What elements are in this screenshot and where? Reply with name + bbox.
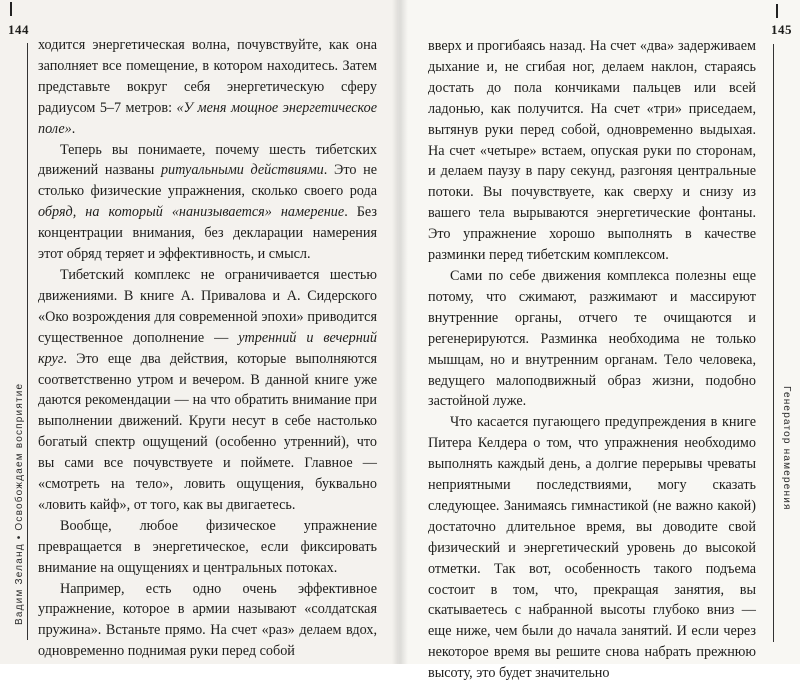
text-run: . Это еще два действия, которые выполняются соответственно утром и вечером. В данной книге уже даются рекомендации — на что обратить внимание при выполнении движений. Круги несут в себе настолько богатый спектр ощущений (особенно утренний), что вы сами все почувствуете и поймете. Главное — «смотреть на тело», ловить ощущения, буквально «ловить кайф», от того, как вы двигаетесь.	[38, 350, 377, 513]
left-page-number: 144	[8, 22, 29, 37]
paragraph	[38, 516, 377, 579]
paragraph	[428, 412, 756, 684]
text-run: Тибетский комплекс не ограничивается шестью движениями. В книге А. Привалова и А. Сидерского «Око возрождения для современной эпохи» приводится существенное дополнение —	[38, 266, 377, 346]
paragraph	[38, 265, 377, 516]
right-running-head: Генератор намерения	[781, 386, 792, 511]
text-run: .	[71, 120, 76, 137]
paragraph	[38, 35, 377, 140]
text-run: Например, есть одно очень эффективное упражнение, которое в армии называют «солдатская пружина». Встаньте прямо. На счет «раз» делаем вдох, одновременно поднимая руки перед собой	[38, 580, 377, 660]
paragraph	[38, 579, 377, 663]
left-margin-rule	[27, 43, 28, 640]
text-run: . Без концентрации внимания, без декларации намерения этот обряд теряет и эффективность, и смысл.	[38, 204, 377, 263]
right-text-column	[428, 36, 756, 684]
italic-run: ритуальными действиями	[160, 162, 324, 179]
right-page-number: 145	[771, 22, 792, 37]
text-run: . Это не столько физические упражнения, сколько своего рода	[38, 162, 377, 200]
paragraph	[428, 266, 756, 412]
paragraph	[428, 36, 756, 266]
italic-run: утренний и вечерний круг	[38, 329, 377, 367]
text-run: Вообще, любое физическое упражнение превращается в энергетическое, если фиксировать внимание на ощущениях и центральных потоках.	[38, 517, 377, 576]
book-gutter	[392, 0, 408, 664]
italic-run: «У меня мощное энергетическое поле»	[38, 99, 377, 137]
paragraph	[38, 140, 377, 265]
right-margin-rule	[773, 44, 774, 642]
right-page-top-marker	[776, 4, 778, 18]
text-run: Сами по себе движения комплекса полезны еще потому, что сжимают, разжимают и массируют внутренние органы, отчего те очищаются и регенерируются. Разминка необходима не только мышцам, но и внутренним органам. Тело человека, ведущего малоподвижный образ жизни, подобно застойной луже.	[428, 267, 756, 410]
left-text-column	[38, 35, 377, 662]
text-run: вверх и прогибаясь назад. На счет «два» задерживаем дыхание и, не сгибая ног, делаем наклон, стараясь достать до пола кончиками пальцев или всей ладонью, как получится. На счет «три» приседаем, вытянув руки перед собой, одновременно выдыхая. На счет «четыре» встаем, опуская руки по сторонам, и делаем паузу в пару секунд, разгоняя центральные потоки. Вы почувствуете, как сверху и снизу из вашего тела вырываются энергетические фонтаны. Это упражнение хорошо выполнять в качестве разминки перед тибетским комплексом.	[428, 38, 756, 264]
text-run: Что касается пугающего предупреждения в книге Питера Келдера о том, что упражнения необходимо выполнять каждый день, а долгие перерывы чреваты неприятными последствиями, могу сказать следующее. Занимаясь гимнастикой (не важно какой) достаточно длительное время, вы доводите свой физический и энергетический уровень до высокой отметки. Так вот, особенность такого подъема состоит в том, что, прекращая занятия, вы скатываетесь с набранной высоты глубоко вниз — еще ниже, чем были до начала занятий. И если через некоторое время вы решите снова набрать прежнюю высоту, это будет значительно	[428, 414, 756, 682]
italic-run: обряд, на который «нанизывается» намерение	[38, 204, 345, 221]
left-page	[0, 0, 398, 664]
text-run: Теперь вы понимаете, почему шесть тибетских движений названы	[38, 141, 377, 179]
text-run: ходится энергетическая волна, почувствуйте, как она заполняет все помещение, в котором находитесь. Затем представьте вокруг себя энергетическую сферу радиусом 5–7 метров:	[38, 37, 377, 116]
left-running-head: Вадим Зеланд • Освобождаем восприятие	[14, 382, 25, 625]
left-page-top-marker	[10, 2, 12, 16]
